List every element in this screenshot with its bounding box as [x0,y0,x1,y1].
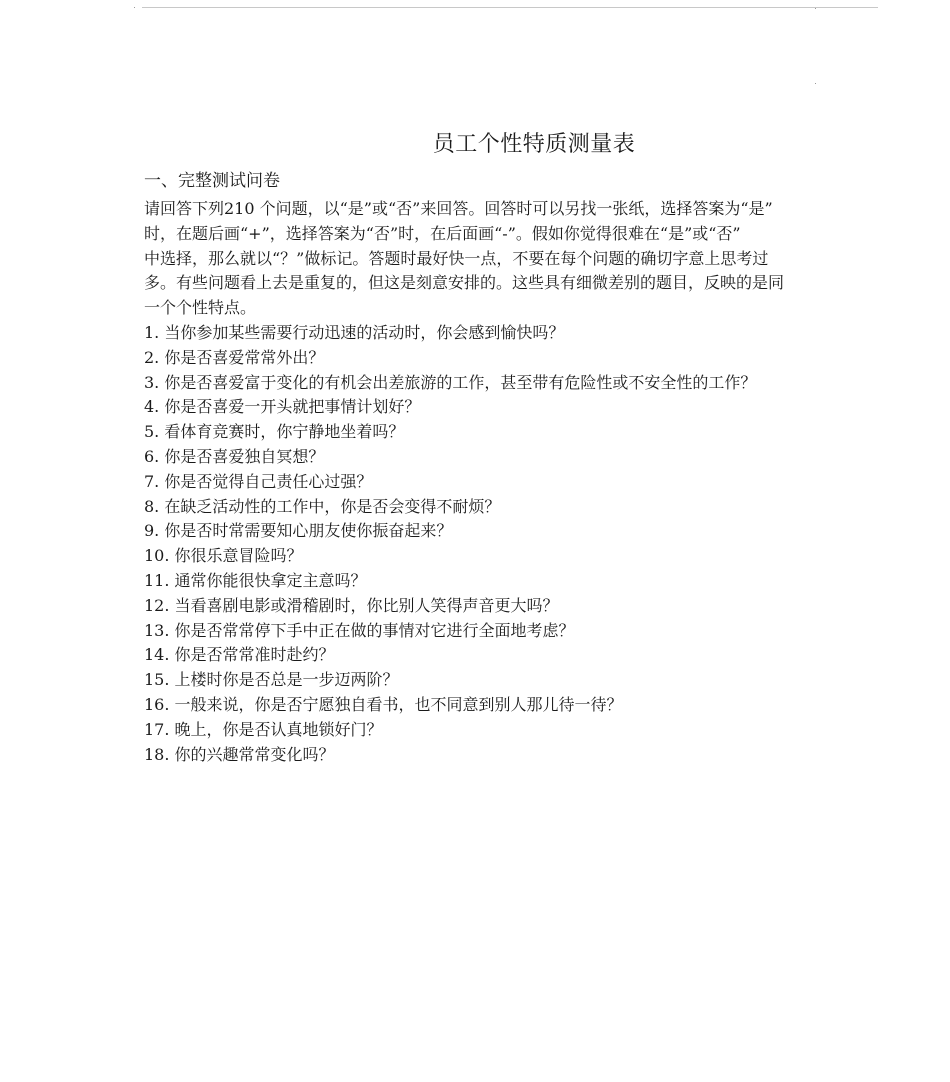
intro-line: 中选择，那么就以“？”做标记。答题时最好快一点，不要在每个问题的确切字意上思考过 [144,248,769,268]
question-item: 14. 你是否常常准时赴约？ [144,645,335,665]
question-item: 4. 你是否喜爱一开头就把事情计划好？ [144,397,421,417]
question-item: 6. 你是否喜爱独自冥想？ [144,446,325,466]
section-heading: 一、完整测试问卷 [144,171,280,191]
question-item: 15. 上楼时你是否总是一步迈两阶？ [144,670,399,690]
question-item: 12. 当看喜剧电影或滑稽剧时，你比别人笑得声音更大吗？ [144,595,559,615]
question-item: 8. 在缺乏活动性的工作中，你是否会变得不耐烦？ [144,496,501,516]
page-top-rule [142,7,878,8]
margin-mark [815,83,816,84]
question-item: 1. 当你参加某些需要行动迅速的活动时，你会感到愉快吗？ [144,323,565,342]
question-item: 2. 你是否喜爱常常外出？ [144,347,325,367]
intro-paragraph [144,197,884,321]
question-list [144,321,884,767]
intro-line: 一个个性特点。 [144,298,257,318]
question-item: 11. 通常你能很快拿定主意吗？ [144,570,367,590]
intro-line: 请回答下列210 个问题，以“是”或“否”来回答。回答时可以另找一张纸，选择答案为“是” [144,199,773,218]
intro-line: 多。有些问题看上去是重复的，但这是刻意安排的。这些具有细微差别的题目，反映的是同 [144,273,785,293]
document-title: 员工个性特质测量表 [432,132,636,157]
question-item: 13. 你是否常常停下手中正在做的事情对它进行全面地考虑？ [144,620,575,640]
question-item: 7. 你是否觉得自己责任心过强？ [144,471,373,491]
corner-mark [134,7,135,8]
question-item: 5. 看体育竞赛时，你宁静地坐着吗？ [144,422,405,442]
question-item: 10. 你很乐意冒险吗？ [144,546,303,566]
question-item: 16. 一般来说，你是否宁愿独自看书，也不同意到别人那儿待一待？ [144,694,623,714]
corner-mark [815,8,816,9]
question-item: 18. 你的兴趣常常变化吗？ [144,744,335,764]
intro-line: 时，在题后画“+”，选择答案为“否”时，在后面画“-”。假如你觉得很难在“是”或“否” [144,223,741,243]
question-item: 3. 你是否喜爱富于变化的有机会出差旅游的工作，甚至带有危险性或不安全性的工作？ [144,372,757,392]
question-item: 17. 晚上，你是否认真地锁好门？ [144,719,383,739]
question-item: 9. 你是否时常需要知心朋友使你振奋起来？ [144,521,453,541]
